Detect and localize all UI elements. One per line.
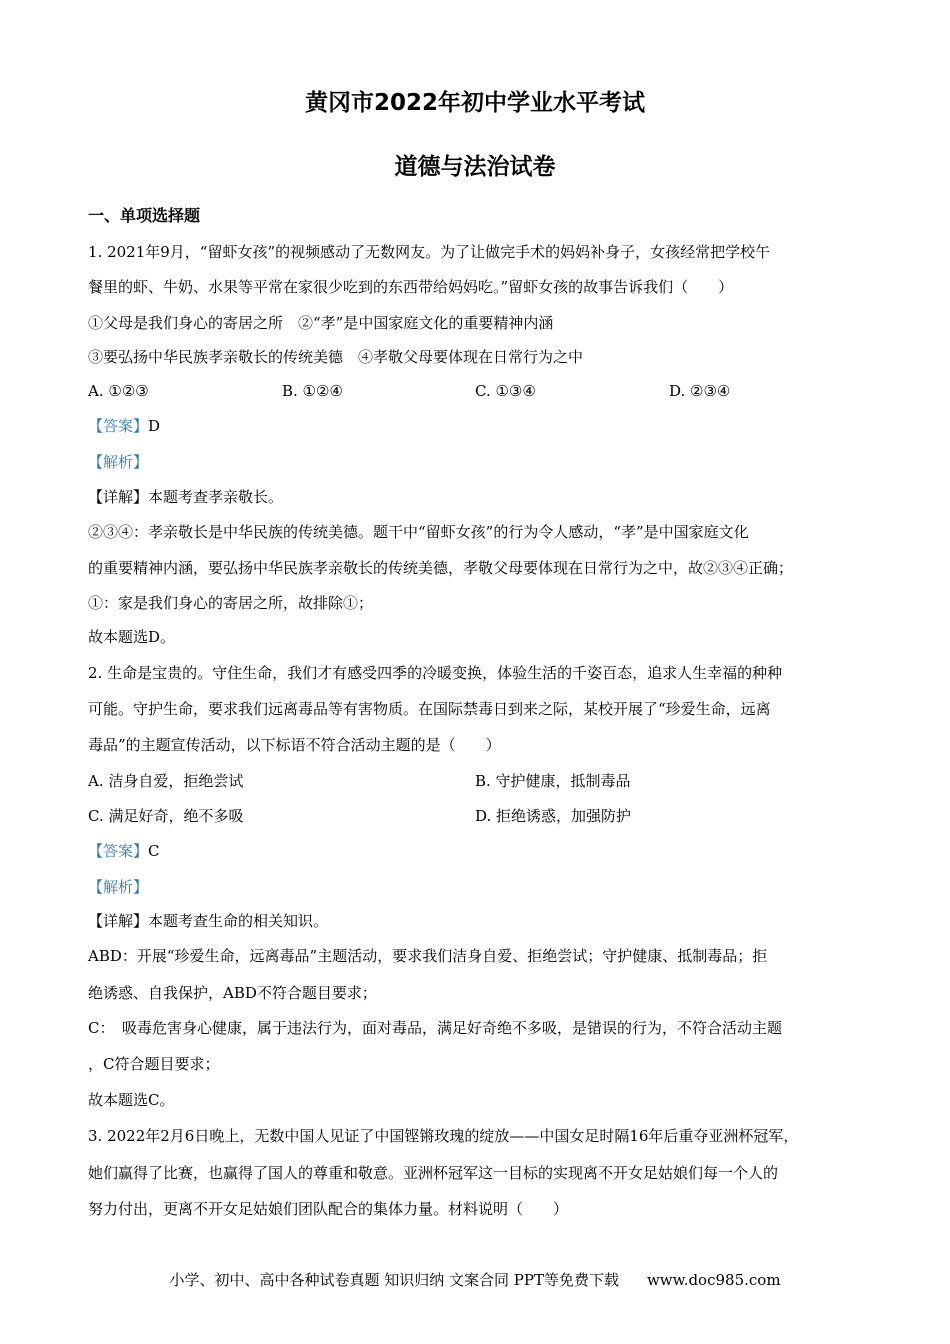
detail-tag: 【详解】 [88, 488, 149, 506]
q1-statement: ①父母是我们身心的寄居之所 ②“孝”是中国家庭文化的重要精神内涵 [88, 314, 554, 332]
q1-option-a: A. ①②③ [88, 382, 149, 400]
q2-stem-line: 2. 生命是宝贵的。守住生命，我们才有感受四季的冷暖变换，体验生活的千姿百态，追求人生幸福的种种 [88, 664, 783, 682]
q2-explanation-line: C： 吸毒危害身心健康，属于违法行为，面对毒品，满足好奇绝不多吸，是错误的行为，不符合活动主题 [88, 1019, 782, 1037]
detail-tag: 【详解】 [88, 912, 149, 930]
q1-option-d: D. ②③④ [669, 382, 731, 400]
q2-explanation-line: 绝诱惑、自我保护，ABD不符合题目要求； [88, 984, 377, 1002]
q1-explanation-line: ①：家是我们身心的寄居之所，故排除①； [88, 594, 374, 612]
q2-option-a: A. 洁身自爱，拒绝尝试 [88, 772, 244, 790]
q1-detail [88, 486, 283, 508]
q2-explanation-line: ，C符合题目要求； [88, 1055, 220, 1073]
q1-answer [88, 415, 160, 437]
q2-conclusion: 故本题选C。 [88, 1091, 175, 1109]
q2-option-d: D. 拒绝诱惑，加强防护 [475, 807, 632, 825]
page-title: 黄冈市2022年初中学业水平考试 [304, 90, 645, 116]
q3-stem-line: 努力付出，更离不开女足姑娘们团队配合的集体力量。材料说明（ ） [88, 1200, 569, 1218]
q2-stem-line: 可能。守护生命，要求我们远离毒品等有害物质。在国际禁毒日到来之际，某校开展了“珍爱生命，远离 [88, 700, 771, 718]
q1-conclusion: 故本题选D。 [88, 628, 176, 646]
q3-stem-line: 她们赢得了比赛，也赢得了国人的尊重和敬意。亚洲杯冠军这一目标的实现离不开女足姑娘们每一个人的 [88, 1164, 779, 1182]
q2-explanation-line: ABD：开展“珍爱生命，远离毒品”主题活动，要求我们洁身自爱、拒绝尝试；守护健康、抵制毒品；拒 [88, 947, 768, 965]
section-heading: 一、单项选择题 [88, 206, 201, 225]
q2-analysis-tag: 【解析】 [88, 878, 149, 896]
q1-analysis-tag: 【解析】 [88, 453, 149, 471]
q1-stem-line: 1. 2021年9月，“留虾女孩”的视频感动了无数网友。为了让做完手术的妈妈补身子，女孩经常把学校午 [88, 243, 771, 261]
q1-explanation-line: ②③④：孝亲敬长是中华民族的传统美德。题干中“留虾女孩”的行为令人感动，“孝”是中国家庭文化 [88, 523, 749, 541]
footer-text: 小学、初中、高中各种试卷真题 知识归纳 文案合同 PPT等免费下载 [169, 1271, 619, 1289]
q2-option-c: C. 满足好奇，绝不多吸 [88, 807, 244, 825]
q1-option-c: C. ①③④ [475, 382, 536, 400]
page-footer [0, 1269, 950, 1290]
q2-answer [88, 840, 160, 862]
detail-text: 本题考查生命的相关知识。 [148, 912, 329, 930]
detail-text: 本题考查孝亲敬长。 [148, 488, 284, 506]
q1-explanation-line: 的重要精神内涵，要弘扬中华民族孝亲敬长的传统美德，孝敬父母要体现在日常行为之中，故②③④正确； [88, 559, 794, 577]
q1-statement: ③要弘扬中华民族孝亲敬长的传统美德 ④孝敬父母要体现在日常行为之中 [88, 348, 584, 366]
q2-detail [88, 910, 328, 932]
q2-stem-line: 毒品”的主题宣传活动，以下标语不符合活动主题的是（ ） [88, 736, 501, 754]
answer-value: C [148, 842, 160, 860]
q1-option-b: B. ①②④ [282, 382, 343, 400]
q1-stem-line: 餐里的虾、牛奶、水果等平常在家很少吃到的东西带给妈妈吃。”留虾女孩的故事告诉我们（ ） [88, 278, 734, 296]
q3-stem-line: 3. 2022年2月6日晚上，无数中国人见证了中国铿锵玫瑰的绽放——中国女足时隔16年后重夺亚洲杯冠军， [88, 1127, 799, 1145]
answer-tag: 【答案】 [88, 417, 149, 435]
q2-option-b: B. 守护健康，抵制毒品 [475, 772, 631, 790]
answer-value: D [148, 417, 161, 435]
answer-tag: 【答案】 [88, 842, 149, 860]
page-subtitle: 道德与法治试卷 [394, 154, 556, 180]
footer-link[interactable]: www.doc985.com [646, 1271, 781, 1289]
